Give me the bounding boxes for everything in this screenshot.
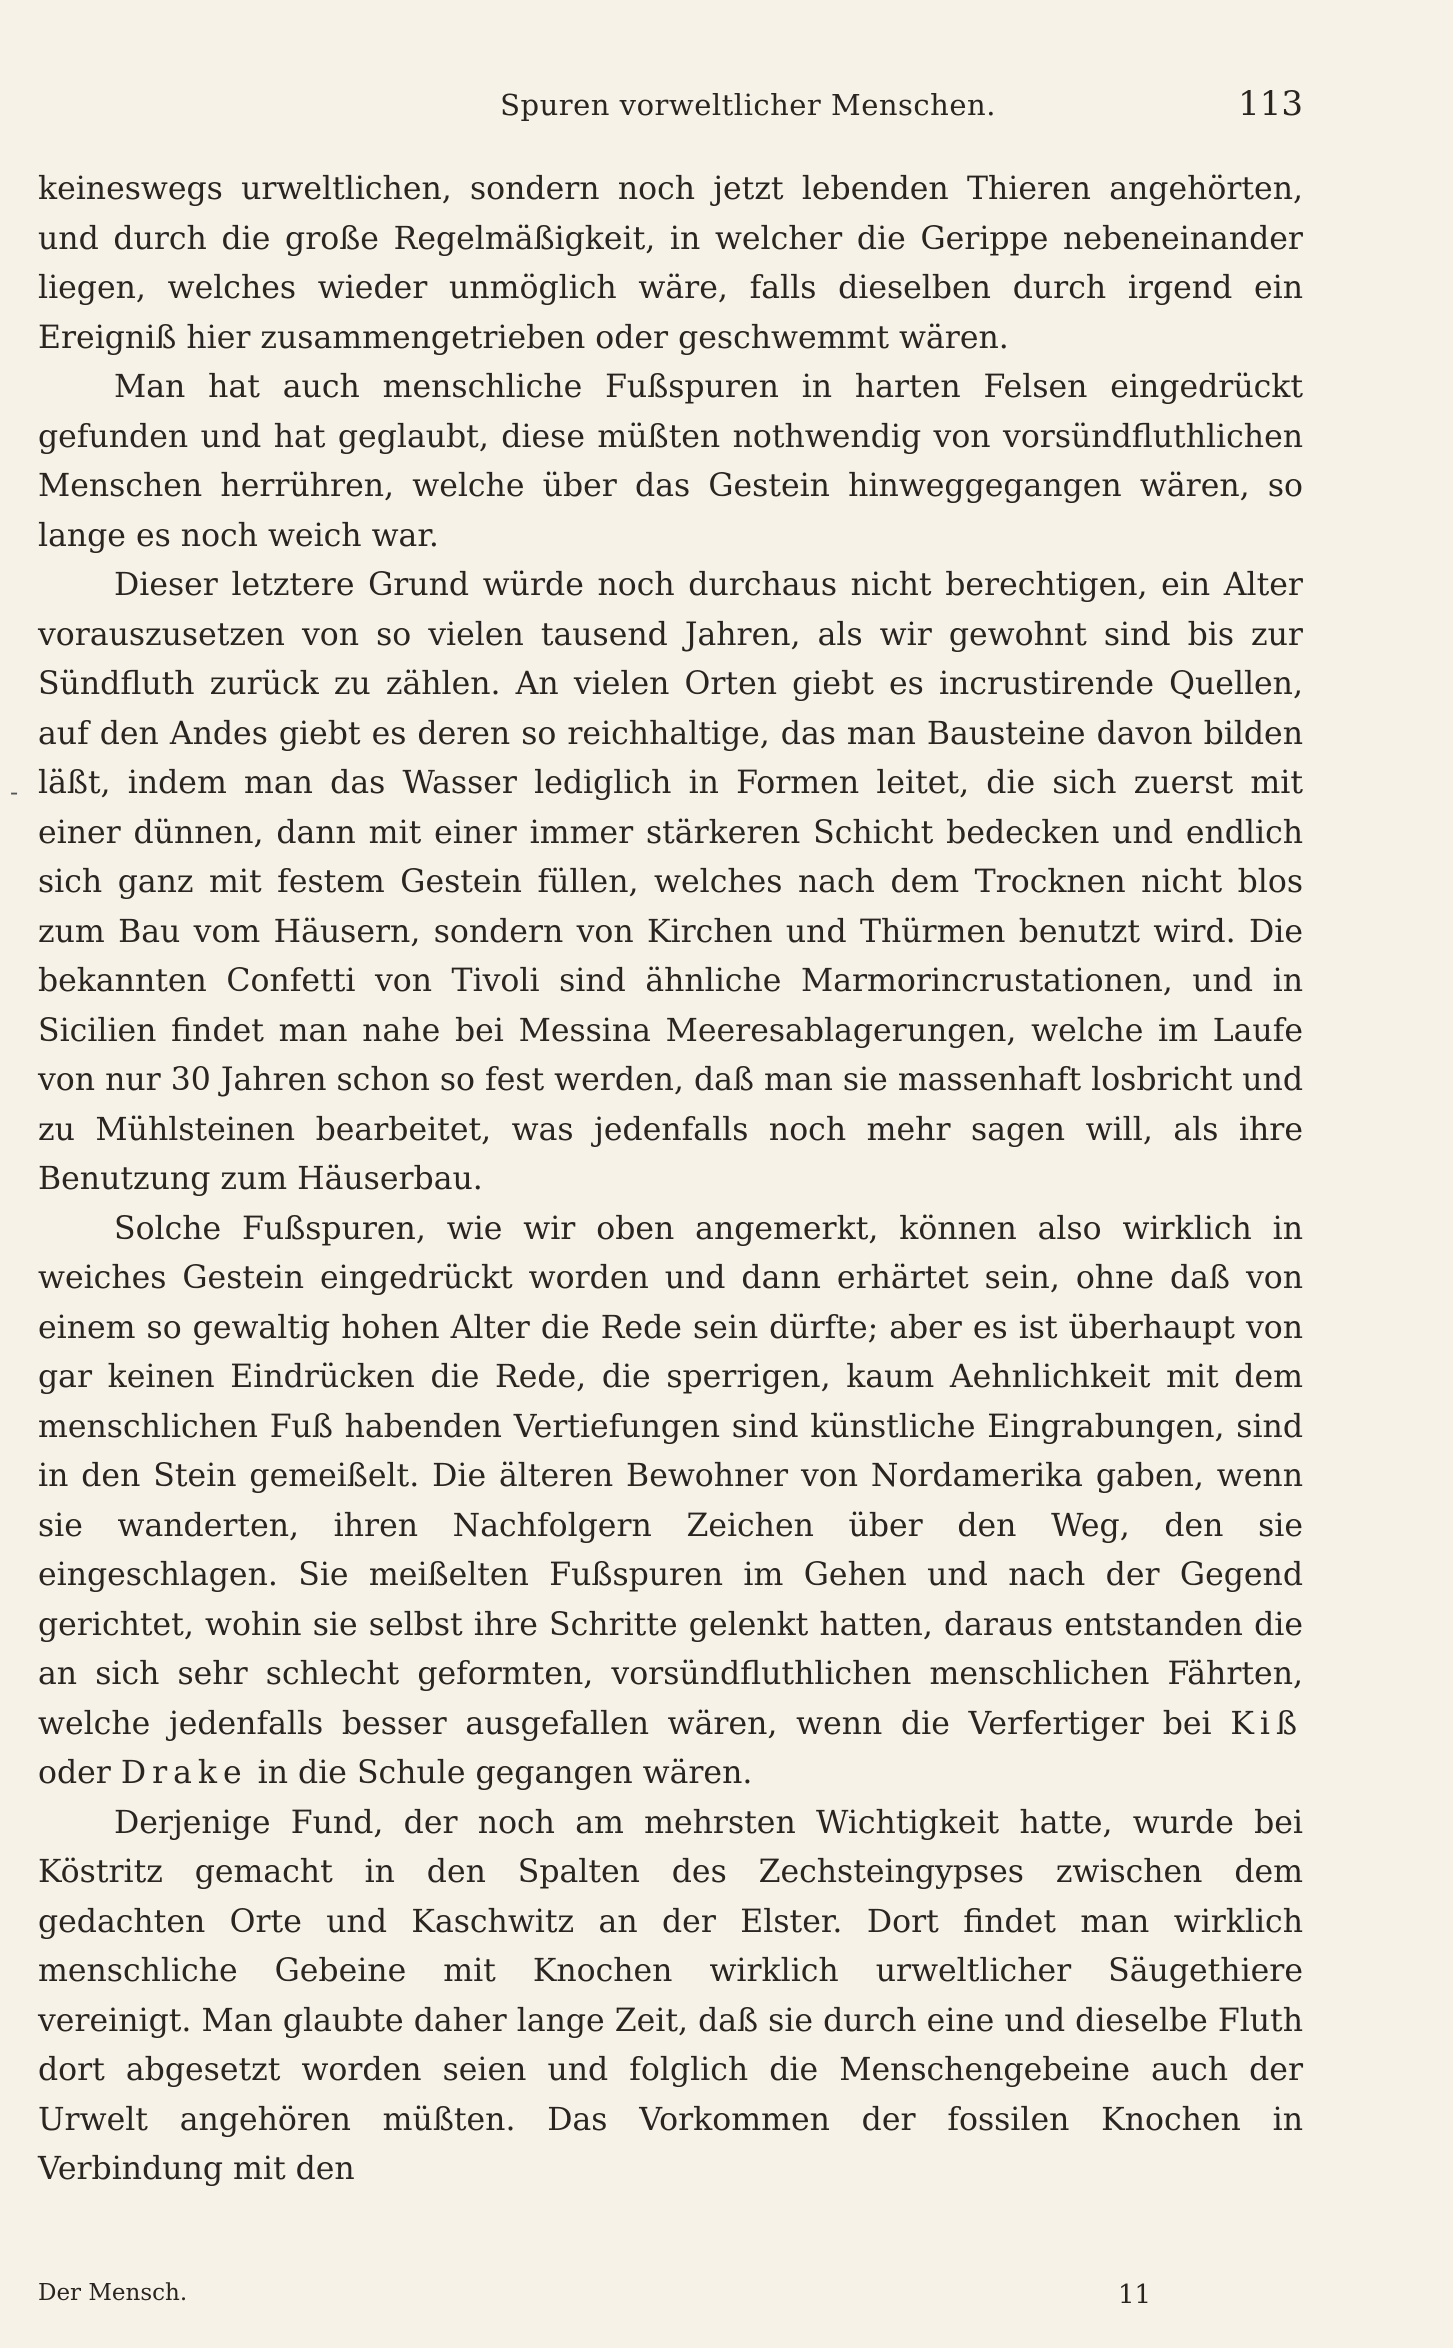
paragraph-4-text-a: Solche Fußspuren, wie wir oben angemerkt, können also wirklich in weiches Gestein eingedrückt worden und dann erhärtet sein, ohne daß von einem so gewaltig hohen Alter die Rede sein dürfte; aber es ist überhaupt von gar keinen Eindrücken die Rede, die sperrigen, kaum Aehnlichkeit mit dem menschlichen Fuß habenden Vertiefungen sind künstliche Eingrabungen, sind in den Stein gemeißelt. Die älteren Bewohner von Nordamerika gaben, wenn sie wanderten, ihren Nachfolgern Zeichen über den Weg, den sie eingeschlagen. Sie meißelten Fußspuren im Gehen und nach der Gegend gerichtet, wohin sie selbst ihre Schritte gelenkt hatten, daraus entstanden die an sich sehr schlecht geformten, vorsündfluthlichen menschlichen Fährten, welche jedenfalls besser ausgefallen wären, wenn die Verfertiger bei xyxy=(38,1210,1303,1742)
paragraph-4-text-c: in die Schule gegangen wären. xyxy=(247,1755,753,1791)
body-text xyxy=(38,165,1303,2195)
name-kiss: Kiß xyxy=(1230,1705,1303,1742)
page-footer xyxy=(38,2280,1303,2310)
paragraph-4 xyxy=(38,1205,1303,1799)
paragraph-1: keineswegs urweltlichen, sondern noch jetzt lebenden Thieren angehörten, und durch die große Regelmäßigkeit, in welcher die Gerippe nebeneinander liegen, welches wieder unmöglich wäre, falls dieselben durch irgend ein Ereigniß hier zusammengetrieben oder geschwemmt wären. xyxy=(38,171,1303,356)
page-number: 113 xyxy=(1238,84,1303,124)
paragraph-2: Man hat auch menschliche Fußspuren in harten Felsen eingedrückt gefunden und hat geglaubt, diese müßten nothwendig von vorsündfluthlichen Menschen herrühren, welche über das Gestein hinweggegangen wären, so lange es noch weich war. xyxy=(38,369,1303,554)
signature-mark: Der Mensch. xyxy=(38,2280,188,2306)
paragraph-5: Derjenige Fund, der noch am mehrsten Wichtigkeit hatte, wurde bei Köstritz gemacht in den Spalten des Zechsteingypses zwischen dem gedachten Orte und Kaschwitz an der Elster. Dort findet man wirklich menschliche Gebeine mit Knochen wirklich urweltlicher Säugethiere vereinigt. Man glaubte daher lange Zeit, daß sie durch eine und dieselbe Fluth dort abgesetzt worden seien und folglich die Menschengebeine auch der Urwelt angehören müßten. Das Vorkommen der fossilen Knochen in Verbindung mit den xyxy=(38,1804,1303,2187)
running-head xyxy=(38,84,1303,132)
paragraph-3: Dieser letztere Grund würde noch durchaus nicht berechtigen, ein Alter vorauszusetzen von so vielen tausend Jahren, als wir gewohnt sind bis zur Sündfluth zurück zu zählen. An vielen Orten giebt es incrustirende Quellen, auf den Andes giebt es deren so reichhaltige, das man Bausteine davon bilden läßt, indem man das Wasser lediglich in Formen leitet, die sich zuerst mit einer dünnen, dann mit einer immer stärkeren Schicht bedecken und endlich sich ganz mit festem Gestein füllen, welches nach dem Trocknen nicht blos zum Bau vom Häusern, sondern von Kirchen und Thürmen benutzt wird. Die bekannten Confetti von Tivoli sind ähnliche Marmorincrustationen, und in Sicilien findet man nahe bei Messina Meeresablagerungen, welche im Laufe von nur 30 Jahren schon so fest werden, daß man sie massenhaft losbricht und zu Mühlsteinen bearbeitet, was jedenfalls noch mehr sagen will, als ihre Benutzung zum Häuserbau. xyxy=(38,567,1303,1197)
margin-mark: - xyxy=(10,778,19,806)
paragraph-4-text-b: oder xyxy=(38,1755,121,1791)
running-title: Spuren vorweltlicher Menschen. xyxy=(500,88,996,122)
name-drake: Drake xyxy=(120,1755,248,1791)
sheet-number: 11 xyxy=(1118,2280,1152,2310)
